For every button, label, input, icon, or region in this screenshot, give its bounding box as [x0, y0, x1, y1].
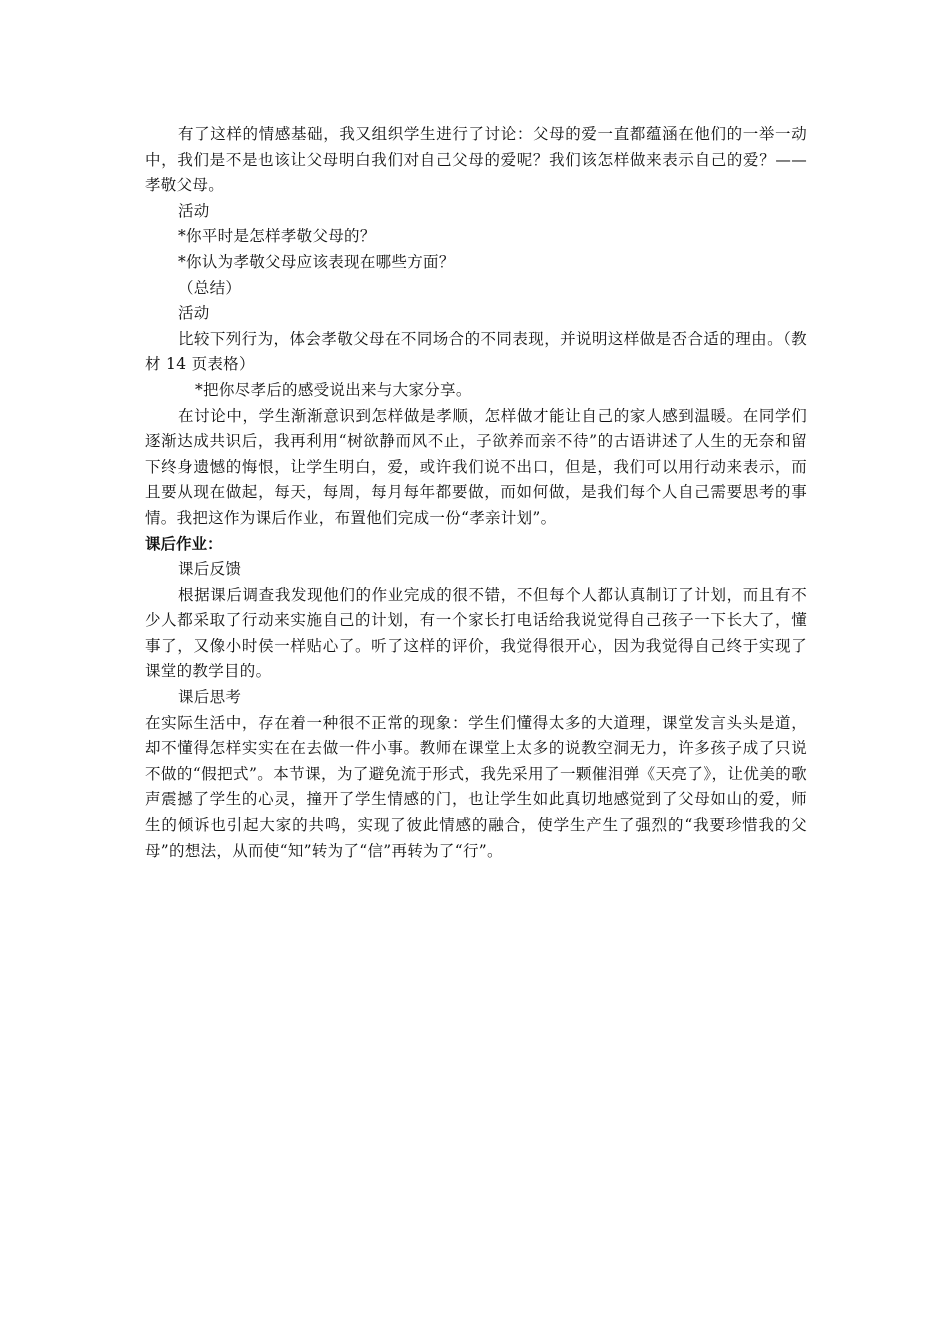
- question-2: *你认为孝敬父母应该表现在哪些方面？: [178, 252, 455, 271]
- share-item: *把你尽孝后的感受说出来与大家分享。: [195, 380, 472, 399]
- question-1: *你平时是怎样孝敬父母的？: [178, 227, 376, 246]
- reflection-title: 课后思考: [178, 688, 242, 707]
- discussion-paragraph: 有了这样的情感基础，我又组织学生进行了讨论：父母的爱一直都蕴涵在他们的一举一动中，我们是不是也该让父母明白我们对自己父母的爱呢？我们该怎样做来表示自己的爱？——孝敬父母。: [145, 125, 807, 195]
- compare-paragraph: 比较下列行为，体会孝敬父母在不同场合的不同表现，并说明这样做是否合适的理由。（教材 14 页表格）: [145, 329, 807, 374]
- summary-label: （总结）: [178, 278, 242, 297]
- activity-label-1: 活动: [178, 201, 210, 220]
- activity-label-2: 活动: [178, 304, 210, 323]
- homework-heading: 课后作业：: [145, 534, 223, 553]
- feedback-paragraph: 根据课后调查我发现他们的作业完成的很不错，不但每个人都认真制订了计划，而且有不少人都采取了行动来实施自己的计划，有一个家长打电话给我说觉得自己孩子一下长大了，懂事了，又像小时侯一样贴心了。听了这样的评价，我觉得很开心，因为我觉得自己终于实现了课堂的教学目的。: [145, 585, 807, 681]
- consensus-paragraph: 在讨论中，学生渐渐意识到怎样做是孝顺，怎样做才能让自己的家人感到温暖。在同学们逐渐达成共识后，我再利用“树欲静而风不止，子欲养而亲不待”的古语讲述了人生的无奈和留下终身遗憾的悔恨，让学生明白，爱，或许我们说不出口，但是，我们可以用行动来表示，而且要从现在做起，每天，每周，每月每年都要做，而如何做，是我们每个人自己需要思考的事情。我把这作为课后作业，布置他们完成一份“孝亲计划”。: [145, 406, 807, 527]
- document-page: [145, 122, 807, 864]
- feedback-title: 课后反馈: [178, 560, 242, 579]
- reflection-paragraph: 在实际生活中，存在着一种很不正常的现象：学生们懂得太多的大道理，课堂发言头头是道，却不懂得怎样实实在在去做一件小事。教师在课堂上太多的说教空洞无力，许多孩子成了只说不做的“假把式”。本节课，为了避免流于形式，我先采用了一颗催泪弹《天亮了》，让优美的歌声震撼了学生的心灵，撞开了学生情感的门，也让学生如此真切地感觉到了父母如山的爱，师生的倾诉也引起大家的共鸣，实现了彼此情感的融合，使学生产生了强烈的“我要珍惜我的父母”的想法，从而使“知”转为了“信”再转为了“行”。: [145, 713, 807, 860]
